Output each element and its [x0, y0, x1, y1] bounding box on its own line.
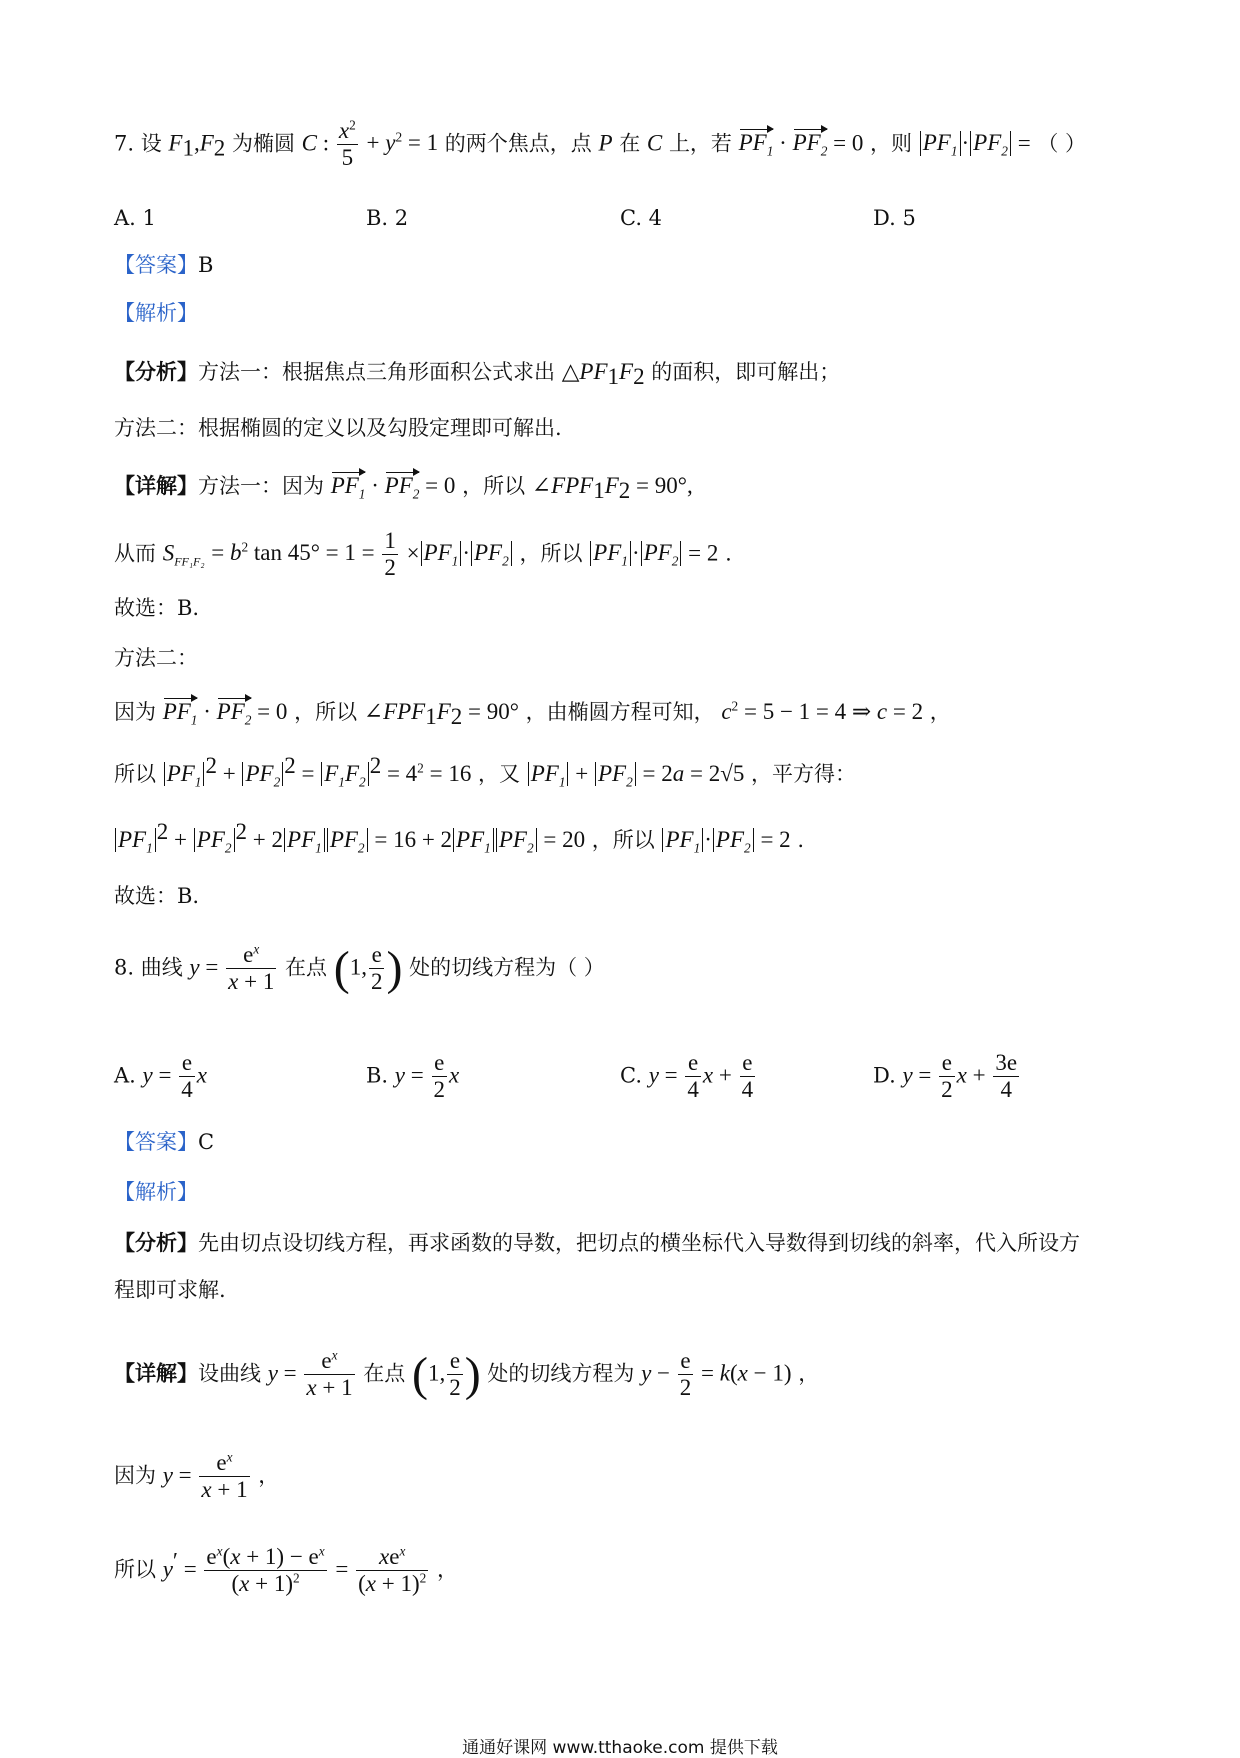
q7-detail-line1: 【详解】方法一：因为 $PF_1 \cdot PF_2 = 0$ ，所以 $\angle FPF_1F_2 = 90^\circ$, — [114, 473, 693, 504]
q7-detail-line2: 从而 $S_{FF_1F_2} = b^2$ tan 45° = 1 = $\frac{1}{2}$ × $PF_1 \cdot PF_2$ ，所以 $PF_1 \cdot PF_2 = 2$ . — [114, 528, 732, 581]
q7-conclusion-2: 故选：B. — [114, 884, 200, 908]
q8-option-c: C. y = $\frac{e}{4}$ x + $\frac{e}{4}$ — [620, 1050, 754, 1103]
q8-analysis-line1: 【分析】先由切点设切线方程，再求函数的导数，把切点的横坐标代入导数得到切线的斜率，代入所设方 — [114, 1230, 1080, 1255]
footer: 通通好课网 www.tthaoke.com 提供下载 — [462, 1738, 778, 1758]
q7-answer: 【答案】B — [114, 253, 214, 277]
q7-option-c: C. 4 — [620, 206, 663, 230]
q8-detail-line1: 【详解】设曲线 y = $\frac{e^x}{x + 1}$ 在点 (1, $\frac{e}{2}$ ) 处的切线方程为 y − $\frac{e}{2}$ = k(x − 1) ， — [114, 1347, 820, 1401]
q8-jiexi: 【解析】 — [114, 1180, 198, 1204]
q7-option-b: B. 2 — [366, 206, 409, 230]
q8-detail-line3: 所以 y′ = $\frac{e^x(x + 1) - e^x}{(x + 1)^2}$ = $\frac{xe^x}{(x + 1)^2}$ ， — [114, 1543, 458, 1597]
q7-method2-line2: 所以 $PF_1^2 + PF_2^2 = F_1F_2^2 = 4^2 = 16$ ，又 $PF_1 + PF_2 = 2a = 2√5$ ，平方得： — [114, 753, 857, 790]
q8-analysis-line2: 程即可求解. — [114, 1278, 226, 1302]
q7-option-d: D. 5 — [873, 206, 916, 230]
q7-method2-title: 方法二： — [114, 646, 198, 670]
q8-option-b: B. y = $\frac{e}{2}$ x — [366, 1050, 460, 1103]
q7-jiexi: 【解析】 — [114, 301, 198, 325]
q7-analysis-line1: 【分析】方法一：根据焦点三角形面积公式求出 $\triangle PF_1F_2$ 的面积，即可解出； — [114, 359, 841, 390]
q7-stem: 7. 设 $F_1,F_2$ 为椭圆 C : $\frac{x^2}{5}$ + $y^2 = 1$ 的两个焦点，点 P 在 C 上，若 $PF_1 \cdot PF_2 = 0$ ，则 $PF_1 \cdot PF_2$ = （ ） — [114, 117, 1087, 171]
fraction: $\frac{x^2}{5}$ — [338, 117, 356, 171]
q7-option-a: A. 1 — [114, 206, 156, 230]
q8-option-a: A. y = $\frac{e}{4}$ x — [114, 1050, 207, 1103]
q7-conclusion-1: 故选：B. — [114, 596, 200, 620]
fraction: $\frac{e^x}{x + 1}$ — [228, 941, 275, 995]
q8-stem: 8. 曲线 y = $\frac{e^x}{x + 1}$ 在点 (1, $\frac{e}{2}$ ) 处的切线方程为（ ） — [114, 941, 605, 995]
fraction: $\frac{e^x(x + 1) - e^x}{(x + 1)^2}$ — [206, 1543, 325, 1597]
fraction: $\frac{e^x}{x + 1}$ — [306, 1347, 353, 1401]
q7-method2-line1: 因为 $PF_1 \cdot PF_2 = 0$ ，所以 $\angle FPF_1F_2 = 90^\circ$ ，由椭圆方程可知， $c^2 = 5 - 1 = 4$ ⇒ c = 2 ， — [114, 698, 951, 730]
q8-detail-line2: 因为 y = $\frac{e^x}{x + 1}$ ， — [114, 1449, 280, 1503]
q8-answer: 【答案】C — [114, 1130, 215, 1154]
q7-method2-line3: $PF_1^2 + PF_2^2 + 2$ $PF_1$ $PF_2 = 16 + 2$ $PF_1$ $PF_2 = 20$ ，所以 $PF_1 \cdot PF_2 = 2$ . — [114, 828, 804, 852]
fraction: $\frac{e}{2}$ — [449, 1348, 461, 1401]
fraction: $\frac{1}{2}$ — [384, 528, 396, 581]
fraction: $\frac{e}{2}$ — [370, 942, 383, 995]
q8-option-d: D. y = $\frac{e}{2}$ x + $\frac{3e}{4}$ — [873, 1050, 1018, 1103]
q7-analysis-line2: 方法二：根据椭圆的定义以及勾股定理即可解出. — [114, 416, 562, 440]
fraction: $\frac{e^x}{x + 1}$ — [201, 1449, 248, 1503]
fraction: $\frac{xe^x}{(x + 1)^2}$ — [358, 1543, 427, 1597]
